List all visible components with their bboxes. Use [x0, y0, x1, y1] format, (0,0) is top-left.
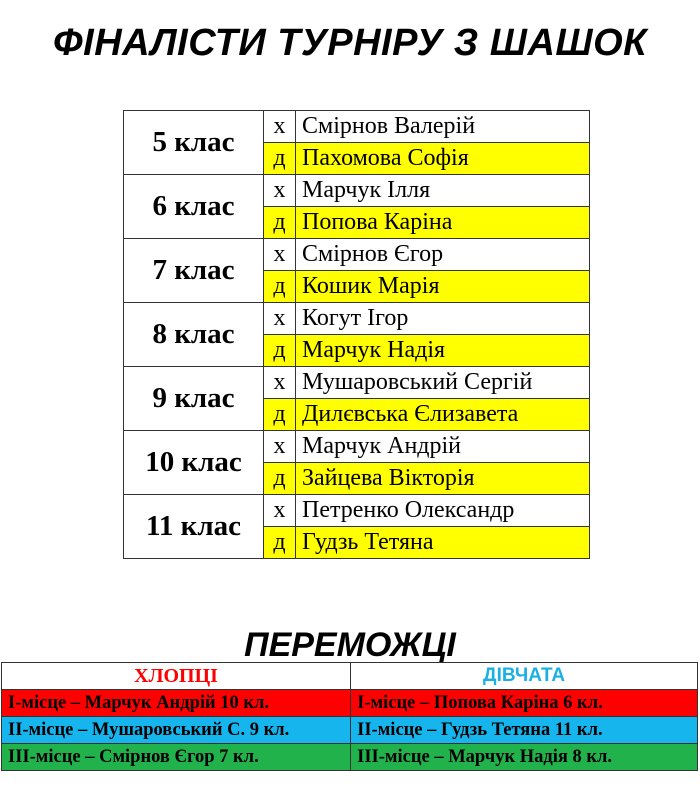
boys-header: ХЛОПЦІ — [2, 663, 351, 690]
table-row — [124, 367, 590, 399]
girl-name: Попова Каріна — [296, 207, 590, 239]
table-row — [124, 175, 590, 207]
boy-name: Петренко Олександр — [296, 495, 590, 527]
gender-mark: д — [264, 527, 296, 559]
gender-mark: д — [264, 335, 296, 367]
table-row — [124, 111, 590, 143]
table-row — [2, 690, 698, 717]
gender-mark: д — [264, 271, 296, 303]
boys-winner: ІІІ-місце – Смірнов Єгор 7 кл. — [2, 744, 351, 771]
boy-name: Когут Ігор — [296, 303, 590, 335]
winners-header-row — [2, 663, 698, 690]
grade-cell: 7 клас — [124, 239, 264, 303]
gender-mark: д — [264, 143, 296, 175]
gender-mark: х — [264, 367, 296, 399]
gender-mark: д — [264, 399, 296, 431]
table-row — [2, 717, 698, 744]
grade-cell: 8 клас — [124, 303, 264, 367]
girl-name: Марчук Надія — [296, 335, 590, 367]
table-row — [124, 303, 590, 335]
gender-mark: х — [264, 303, 296, 335]
page-title: ФІНАЛІСТИ ТУРНІРУ З ШАШОК — [52, 22, 648, 64]
girls-winner: ІІ-місце – Гудзь Тетяна 11 кл. — [351, 717, 698, 744]
table-row — [2, 744, 698, 771]
boy-name: Смірнов Валерій — [296, 111, 590, 143]
girl-name: Пахомова Софія — [296, 143, 590, 175]
gender-mark: х — [264, 111, 296, 143]
boy-name: Марчук Ілля — [296, 175, 590, 207]
boy-name: Марчук Андрій — [296, 431, 590, 463]
table-row — [124, 431, 590, 463]
boy-name: Мушаровський Сергій — [296, 367, 590, 399]
girl-name: Кошик Марія — [296, 271, 590, 303]
grade-cell: 10 клас — [124, 431, 264, 495]
finalists-table — [123, 110, 590, 559]
boys-winner: ІІ-місце – Мушаровський С. 9 кл. — [2, 717, 351, 744]
grade-cell: 11 клас — [124, 495, 264, 559]
grade-cell: 9 клас — [124, 367, 264, 431]
gender-mark: х — [264, 431, 296, 463]
table-row — [124, 495, 590, 527]
gender-mark: х — [264, 239, 296, 271]
gender-mark: д — [264, 463, 296, 495]
girls-winner: ІІІ-місце – Марчук Надія 8 кл. — [351, 744, 698, 771]
boys-winner: І-місце – Марчук Андрій 10 кл. — [2, 690, 351, 717]
gender-mark: х — [264, 495, 296, 527]
girl-name: Дилєвська Єлизавета — [296, 399, 590, 431]
table-row — [124, 239, 590, 271]
boy-name: Смірнов Єгор — [296, 239, 590, 271]
winners-table — [1, 662, 698, 771]
girl-name: Зайцева Вікторія — [296, 463, 590, 495]
winners-title: ПЕРЕМОЖЦІ — [244, 626, 456, 664]
grade-cell: 5 клас — [124, 111, 264, 175]
gender-mark: х — [264, 175, 296, 207]
grade-cell: 6 клас — [124, 175, 264, 239]
girls-header: ДІВЧАТА — [351, 663, 698, 690]
girls-winner: І-місце – Попова Каріна 6 кл. — [351, 690, 698, 717]
girl-name: Гудзь Тетяна — [296, 527, 590, 559]
gender-mark: д — [264, 207, 296, 239]
